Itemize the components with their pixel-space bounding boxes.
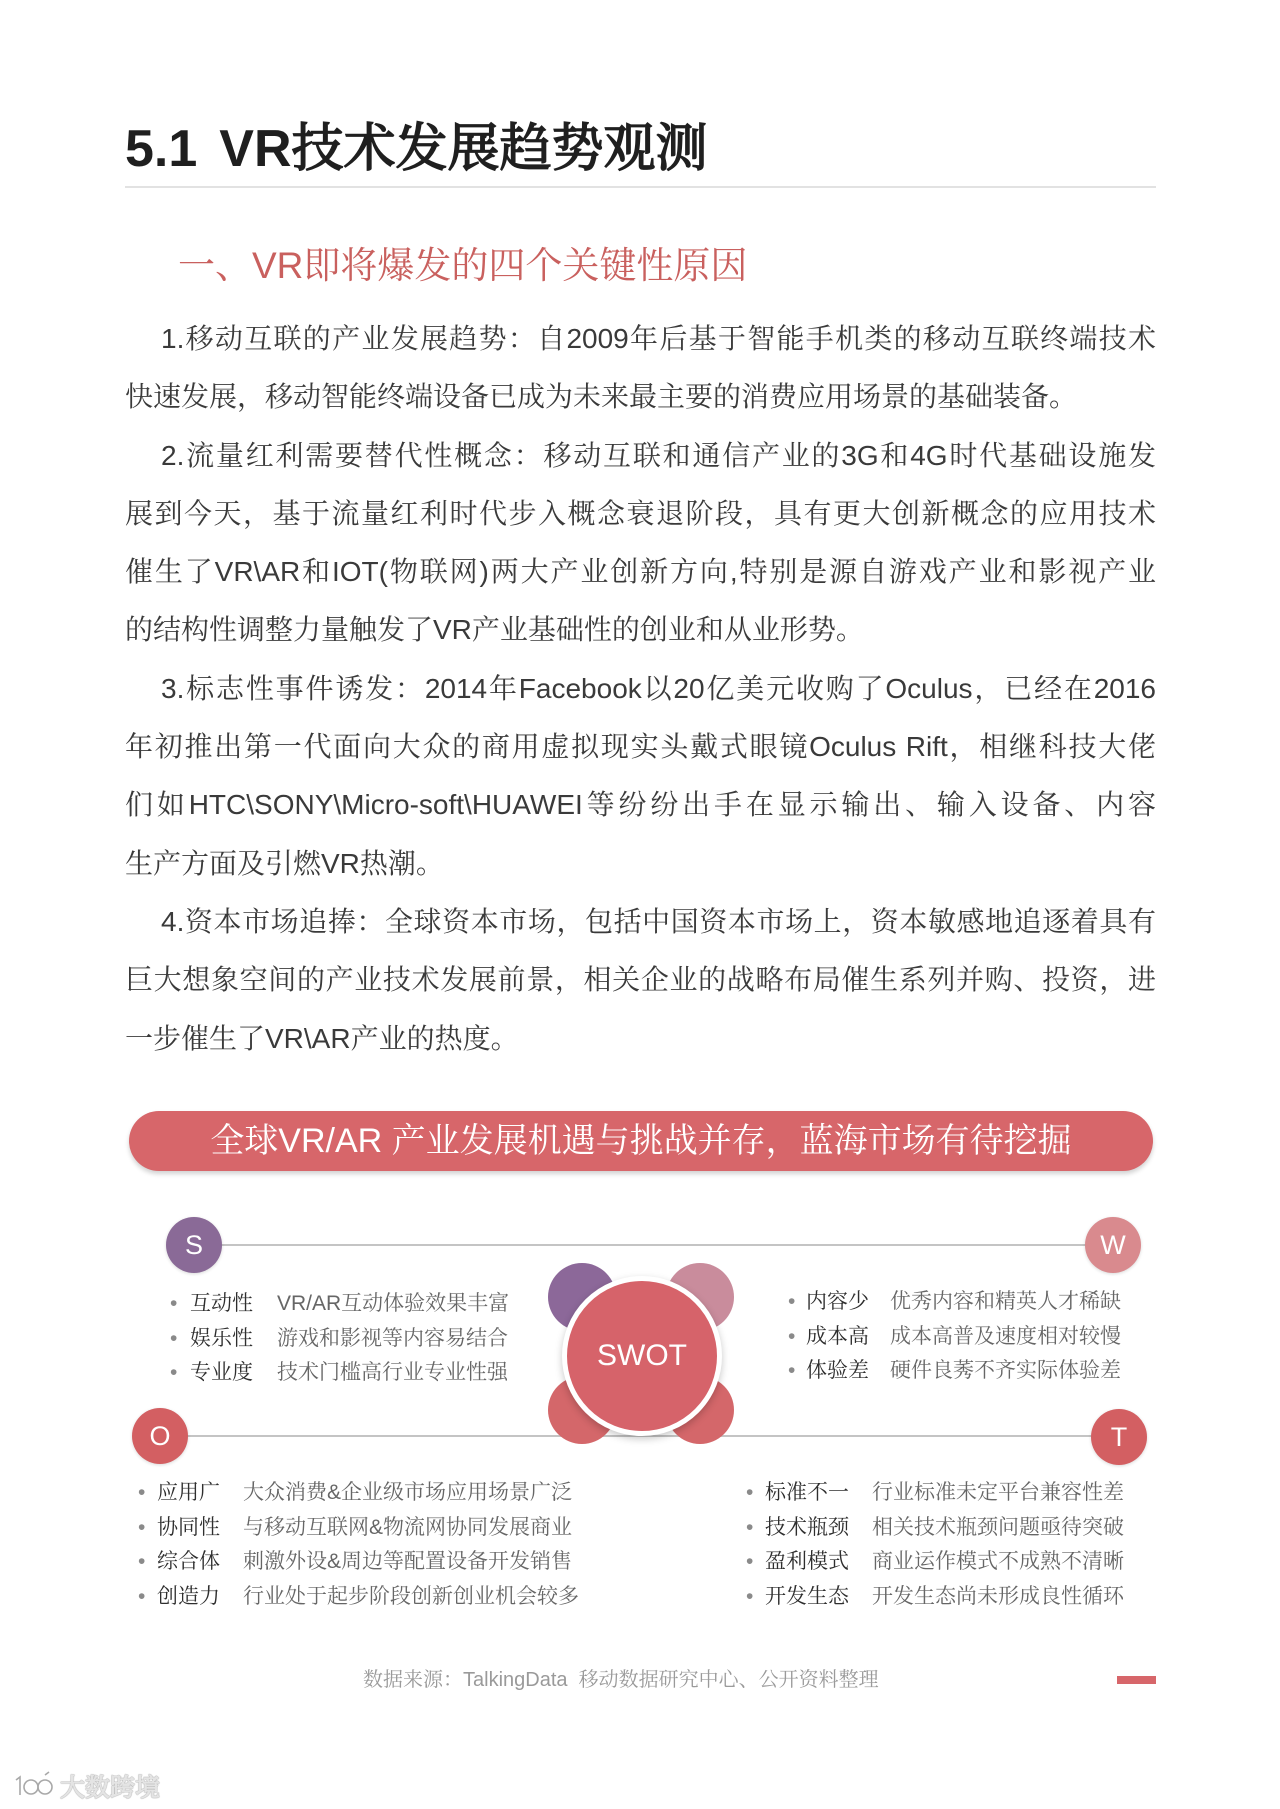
body-text [125,310,1156,1068]
bullet-icon [138,1580,157,1615]
item-label: 盈利模式 [765,1550,849,1574]
item-label: 专业度 [190,1361,253,1385]
item-description: 硬件良莠不齐实际体验差 [890,1359,1121,1383]
item-label: 互动性 [190,1292,253,1315]
paragraph-line: 一步催生了VR\AR产业的热度。 [125,1022,519,1054]
item-description: 行业处于起步阶段创新创业机会较多 [243,1585,579,1609]
paragraph-4 [125,893,1156,1068]
section-number: 5.1 [125,120,198,178]
item-description: 行业标准未定平台兼容性差 [872,1481,1124,1504]
list-item [170,1322,509,1357]
list-item [746,1580,1124,1615]
item-description: 相关技术瓶颈问题亟待突破 [872,1515,1124,1539]
paragraph-line: 展到今天，基于流量红利时代步入概念衰退阶段，具有更大创新概念的应用技术 [125,497,1156,529]
paragraph-line: 催生了VR\AR和IOT(物联网)两大产业创新方向,特别是源自游戏产业和影视产业 [125,556,1156,588]
item-label: 协同性 [157,1515,220,1539]
swot-banner: 全球VR/AR 产业发展机遇与挑战并存，蓝海市场有待挖掘 [129,1111,1153,1171]
item-label: 内容少 [806,1290,869,1313]
item-description: 开发生态尚未形成良性循环 [872,1585,1124,1609]
paragraph-line: 的结构性调整力量触发了VR产业基础性的创业和从业形势。 [125,614,864,646]
item-label: 娱乐性 [190,1326,253,1350]
paragraph-2 [125,427,1156,660]
opportunities-badge: O [132,1408,188,1464]
swot-connector-line-top [194,1244,1113,1246]
bullet-icon [746,1511,765,1546]
list-item [170,1356,509,1391]
paragraph-line: 3.标志性事件诱发：2014年Facebook以20亿美元收购了Oculus，已经在2016 [161,672,1156,704]
item-description: VR/AR互动体验效果丰富 [277,1292,510,1315]
title-text: VR技术发展趋势观测 [219,120,708,178]
paragraph-line: 年初推出第一代面向大众的商用虚拟现实头戴式眼镜Oculus Rift，相继科技大佬 [125,731,1156,763]
bullet-icon [138,1545,157,1580]
page-marker-bar [1117,1676,1156,1684]
title-divider [125,186,1156,188]
watermark [10,1770,160,1806]
bullet-icon [170,1287,190,1322]
item-label: 综合体 [157,1550,220,1574]
bullet-icon [746,1545,765,1580]
list-item [788,1285,1121,1320]
section-subtitle: 一、VR即将爆发的四个关键性原因 [178,245,748,286]
opportunities-list [138,1476,579,1615]
threats-badge: T [1091,1409,1147,1465]
weaknesses-list [788,1285,1121,1389]
list-item [788,1354,1121,1389]
list-item [746,1476,1124,1511]
list-item [138,1580,579,1615]
item-description: 刺激外设&周边等配置设备开发销售 [243,1550,573,1574]
paragraph-line: 快速发展，移动智能终端设备已成为未来最主要的消费应用场景的基础装备。 [125,381,1078,413]
list-item [138,1545,579,1580]
page-title [125,116,708,182]
paragraph-1 [125,310,1156,427]
paragraph-line: 1.移动互联的产业发展趋势：自2009年后基于智能手机类的移动互联终端技术 [161,323,1156,354]
item-label: 体验差 [806,1359,869,1383]
bullet-icon [138,1511,157,1546]
bullet-icon [788,1320,806,1355]
item-description: 技术门槛高行业专业性强 [277,1361,508,1385]
list-item [746,1511,1124,1546]
bullet-icon [138,1476,157,1511]
paragraph-line: 生产方面及引燃VR热潮。 [125,847,444,879]
bullet-icon [788,1285,806,1320]
paragraph-line: 4.资本市场追捧：全球资本市场，包括中国资本市场上，资本敏感地追逐着具有 [161,905,1156,937]
list-item [170,1287,509,1322]
list-item [746,1545,1124,1580]
bullet-icon [170,1322,190,1357]
list-item [788,1320,1121,1355]
bullet-icon [746,1580,765,1615]
threats-list [746,1476,1124,1615]
item-label: 开发生态 [765,1585,849,1609]
data-source-note: 数据来源：TalkingData 移动数据研究中心、公开资料整理 [363,1669,879,1691]
item-description: 与移动互联网&物流网协同发展商业 [243,1515,573,1539]
item-label: 技术瓶颈 [765,1515,849,1539]
item-description: 大众消费&企业级市场应用场景广泛 [243,1481,573,1504]
weaknesses-badge: W [1085,1217,1141,1273]
paragraph-line: 巨大想象空间的产业技术发展前景，相关企业的战略布局催生系列并购、投资，进 [125,964,1156,996]
paragraph-line: 们如HTC\SONY\Micro-soft\HUAWEI等纷纷出手在显示输出、输入设备、内容 [125,789,1156,821]
item-label: 应用广 [157,1481,220,1504]
item-description: 商业运作模式不成熟不清晰 [872,1550,1124,1574]
paragraph-3 [125,660,1156,893]
watermark-logo-icon [10,1771,60,1806]
item-label: 标准不一 [765,1481,849,1504]
bullet-icon [170,1356,190,1391]
item-description: 优秀内容和精英人才稀缺 [890,1290,1121,1313]
item-label: 创造力 [157,1585,220,1609]
item-description: 成本高普及速度相对较慢 [890,1324,1121,1348]
watermark-text: 大数跨境 [60,1774,161,1802]
swot-center-circle: SWOT [562,1276,722,1436]
strengths-list [170,1287,509,1391]
list-item [138,1511,579,1546]
bullet-icon [788,1354,806,1389]
item-label: 成本高 [806,1324,869,1348]
item-description: 游戏和影视等内容易结合 [277,1326,508,1350]
strengths-badge: S [166,1217,222,1273]
bullet-icon [746,1476,765,1511]
list-item [138,1476,579,1511]
paragraph-line: 2.流量红利需要替代性概念：移动互联和通信产业的3G和4G时代基础设施发 [161,439,1156,471]
